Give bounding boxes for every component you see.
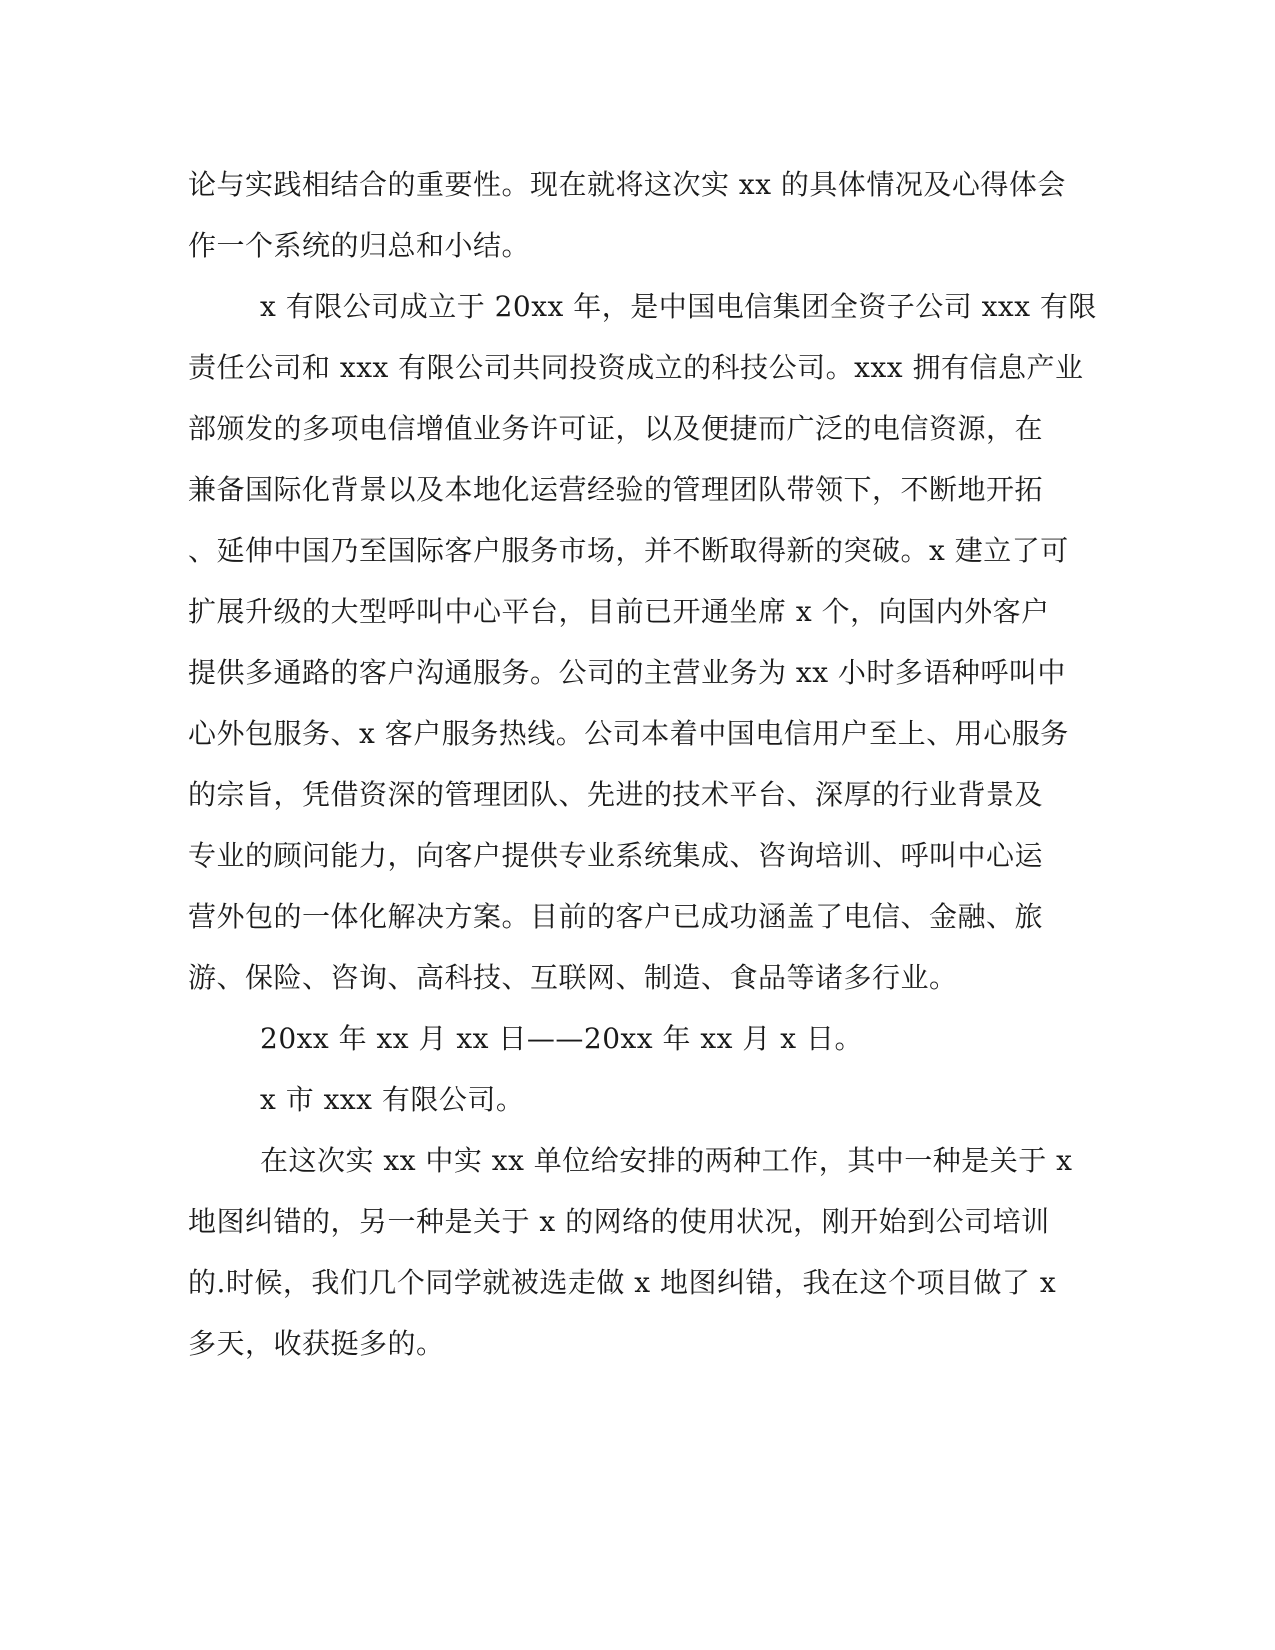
text-line: 营外包的一体化解决方案。目前的客户已成功涵盖了电信、金融、旅 (188, 900, 1044, 933)
paragraph-3 (188, 1008, 1073, 1069)
text-line: 在这次实 xx 中实 xx 单位给安排的两种工作，其中一种是关于 x (260, 1144, 1073, 1177)
text-line: 心外包服务、x 客户服务热线。公司本着中国电信用户至上、用心服务 (188, 717, 1069, 750)
document-body (188, 154, 1097, 1374)
text-line: 责任公司和 xxx 有限公司共同投资成立的科技公司。xxx 拥有信息产业 (188, 351, 1084, 384)
company-line: x 市 xxx 有限公司。 (260, 1083, 525, 1116)
text-line: 地图纠错的，另一种是关于 x 的网络的使用状况，刚开始到公司培训 (188, 1205, 1050, 1238)
text-line: 的.时候，我们几个同学就被选走做 x 地图纠错，我在这个项目做了 x (188, 1266, 1057, 1299)
paragraph-1 (188, 154, 1073, 276)
text-line: 兼备国际化背景以及本地化运营经验的管理团队带领下，不断地开拓 (188, 473, 1044, 506)
text-line: 部颁发的多项电信增值业务许可证，以及便捷而广泛的电信资源，在 (188, 412, 1044, 445)
text-line: 专业的顾问能力，向客户提供专业系统集成、咨询培训、呼叫中心运 (188, 839, 1044, 872)
paragraph-2 (188, 276, 1097, 1008)
text-line: 提供多通路的客户沟通服务。公司的主营业务为 xx 小时多语种呼叫中 (188, 656, 1066, 689)
text-line: x 有限公司成立于 20xx 年，是中国电信集团全资子公司 xxx 有限 (260, 290, 1097, 323)
paragraph-5 (188, 1130, 1073, 1374)
text-line: 作一个系统的归总和小结。 (188, 229, 531, 262)
paragraph-4 (188, 1069, 1073, 1130)
text-line: 游、保险、咨询、高科技、互联网、制造、食品等诸多行业。 (188, 961, 958, 994)
text-line: 的宗旨，凭借资深的管理团队、先进的技术平台、深厚的行业背景及 (188, 778, 1044, 811)
text-line: 论与实践相结合的重要性。现在就将这次实 xx 的具体情况及心得体会 (188, 168, 1066, 201)
text-line: 、延伸中国乃至国际客户服务市场，并不断取得新的突破。x 建立了可 (188, 534, 1069, 567)
text-line: 多天，收获挺多的。 (188, 1327, 445, 1360)
text-line: 扩展升级的大型呼叫中心平台，目前已开通坐席 x 个，向国内外客户 (188, 595, 1050, 628)
date-range-line: 20xx 年 xx 月 xx 日——20xx 年 xx 月 x 日。 (260, 1022, 863, 1055)
